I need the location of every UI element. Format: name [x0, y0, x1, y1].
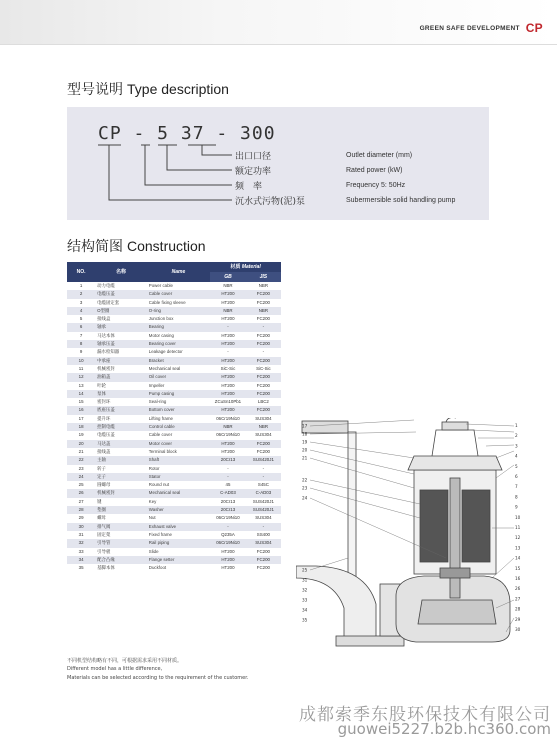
callout-label: 31 — [302, 577, 308, 583]
table-row — [67, 539, 281, 547]
cell-cn: O型圈 — [97, 307, 110, 313]
cell-gb: HT200 — [221, 407, 235, 413]
cell-cn: 漏水检知器 — [97, 349, 120, 355]
label-pump-en: Subermersible solid handling pump — [346, 197, 456, 204]
col-name-en: Name — [147, 262, 210, 282]
cell-jis: SUS304 — [255, 415, 272, 421]
col-gb: GB — [210, 272, 246, 282]
cell-jis: - — [262, 324, 265, 330]
cell-cn: 电缆固定套 — [97, 299, 120, 305]
table-row — [67, 299, 281, 307]
watermark-company: 成都索季东股环保技术有限公司 — [299, 705, 551, 725]
callout-label: 23 — [302, 485, 308, 491]
cell-cn: 电缆压盖 — [97, 291, 115, 297]
cell-gb: SiC-Sic — [220, 365, 236, 371]
cell-no: 27 — [78, 498, 84, 504]
table-row — [67, 365, 281, 373]
note-cn: 不同机型结构略有不同，可根据需求采用不同材质。 — [67, 658, 183, 664]
label-outlet-cn: 出口口径 — [235, 152, 272, 162]
cell-en: Bearing cover — [148, 341, 176, 347]
cell-en: Control cable — [148, 424, 175, 430]
cell-gb: HT200 — [221, 316, 235, 322]
callout-label: 34 — [302, 607, 308, 613]
cell-gb: HT200 — [221, 390, 235, 396]
callout-label: 1 — [515, 423, 518, 428]
cell-no: 30 — [78, 523, 84, 529]
cell-jis: NBR — [258, 307, 269, 313]
cell-jis: FC200 — [256, 382, 270, 388]
cell-no: 26 — [78, 490, 84, 496]
cell-jis: FC200 — [256, 565, 270, 571]
cell-en: Shaft — [148, 457, 160, 463]
cell-no: 20 — [78, 440, 84, 446]
type-title-en: Type description — [127, 81, 229, 97]
cell-jis: FC200 — [256, 448, 270, 454]
cell-jis: FC200 — [256, 548, 270, 554]
callout-label: 24 — [302, 495, 308, 501]
cell-gb: NBR — [223, 307, 233, 313]
cell-cn: 定子 — [97, 473, 106, 479]
cell-no: 24 — [78, 473, 84, 479]
cell-no: 9 — [79, 349, 83, 355]
callout-label: 5 — [515, 463, 518, 469]
cell-no: 4 — [79, 307, 83, 313]
callout-label: 35 — [302, 617, 308, 623]
cell-en: Slide — [148, 548, 159, 554]
table-row — [67, 282, 281, 290]
table-row — [67, 548, 281, 556]
callout-label: 28 — [515, 606, 521, 612]
cell-gb: HT200 — [221, 440, 235, 446]
table-row — [67, 473, 281, 481]
cell-no: 14 — [78, 390, 84, 396]
cell-no: 22 — [78, 457, 84, 463]
callout-label: 20 — [302, 447, 308, 453]
cell-gb: 06Cr19Ni10 — [216, 540, 240, 546]
cell-en: Terminal block — [148, 448, 177, 454]
construction-title-en: Construction — [127, 238, 206, 254]
cell-no: 29 — [78, 515, 84, 521]
cell-cn: 配合凸缘 — [97, 556, 115, 562]
cell-no: 7 — [79, 332, 83, 338]
cell-gb: HT200 — [221, 565, 235, 571]
cell-jis: FC200 — [256, 291, 270, 297]
table-row — [67, 290, 281, 298]
table-row — [67, 373, 281, 381]
cell-gb: 06Cr19Ni10 — [216, 415, 240, 421]
cell-cn: 固定架 — [97, 531, 111, 537]
cell-cn: 主轴 — [97, 457, 106, 463]
cell-no: 34 — [78, 556, 84, 562]
table-row — [67, 489, 281, 497]
cell-cn: 马达盖 — [97, 440, 111, 446]
col-jis: JIS — [246, 272, 281, 282]
cell-en: Motor casing — [148, 332, 174, 338]
callout-label: 19 — [302, 439, 308, 445]
cell-en: Rotor — [148, 465, 160, 471]
table-row — [67, 357, 281, 365]
cell-jis: FC200 — [256, 341, 270, 347]
callout-label: 18 — [302, 431, 308, 437]
cell-no: 31 — [78, 531, 84, 537]
cell-cn: 泵体 — [97, 390, 106, 396]
cell-no: 25 — [78, 482, 84, 488]
callout-label: 15 — [515, 565, 521, 571]
cell-cn: 中承座 — [97, 357, 111, 363]
cell-cn: 电缆压盖 — [97, 432, 115, 438]
cell-no: 23 — [78, 465, 84, 471]
cell-jis: NBR — [258, 283, 269, 288]
cell-en: Impeller — [148, 382, 165, 388]
cell-jis: NBR — [258, 424, 269, 430]
cell-cn: 叶轮 — [97, 382, 106, 388]
cell-gb: 20Cr13 — [220, 507, 236, 513]
cell-cn: 控制电缆 — [97, 424, 115, 430]
cell-jis: FC200 — [256, 407, 270, 413]
cell-en: Fixed frame — [148, 531, 172, 537]
type-title-cn: 型号说明 — [67, 82, 123, 98]
cell-jis: SUS304 — [255, 515, 272, 521]
construction-title-cn: 结构简图 — [67, 239, 123, 255]
table-row — [67, 556, 281, 564]
cell-jis: FC200 — [256, 316, 270, 322]
callout-label: 2 — [515, 433, 518, 439]
callout-label: 13 — [515, 545, 521, 551]
table-row — [67, 440, 281, 448]
cell-gb: HT200 — [221, 357, 235, 363]
cell-gb: 20Cr13 — [220, 498, 236, 504]
cell-en: Key — [148, 498, 157, 504]
cell-gb: HT200 — [221, 291, 235, 297]
cell-jis: FC200 — [256, 332, 270, 338]
cell-gb: HT200 — [221, 556, 235, 562]
label-frequency-cn: 频 率 — [235, 182, 263, 192]
cell-gb: HT200 — [221, 548, 235, 554]
callout-label: 26 — [515, 586, 521, 592]
callout-label: 17 — [302, 423, 308, 429]
callout-label: 11 — [515, 525, 521, 530]
cell-gb: - — [227, 473, 229, 479]
cell-gb: NBR — [223, 424, 233, 430]
callout-label: 25 — [302, 567, 308, 573]
label-power-en: Rated power (kW) — [346, 167, 403, 174]
table-row — [67, 323, 281, 331]
cell-en: Bottom cover — [148, 407, 175, 413]
type-section-title — [67, 79, 229, 99]
cell-gb: - — [227, 349, 229, 355]
cell-no: 15 — [78, 399, 84, 405]
cell-en: Leakage detector — [148, 349, 183, 355]
table-row — [67, 514, 281, 522]
cell-jis: S45C — [257, 482, 269, 488]
col-name-cn: 名称 — [95, 262, 147, 282]
callout-label: 10 — [515, 514, 521, 520]
table-row — [67, 431, 281, 439]
cell-gb: - — [227, 324, 229, 330]
cell-en: Duckfoot — [148, 565, 167, 571]
callout-label: 32 — [302, 587, 308, 593]
cell-jis: C-AD03 — [255, 490, 272, 496]
cell-jis: FC200 — [256, 556, 270, 562]
table-row — [67, 382, 281, 390]
table-row — [67, 398, 281, 406]
cell-cn: 轴承 — [97, 324, 106, 330]
cell-en: Flange setter — [148, 556, 175, 562]
callout-label: 7 — [515, 484, 518, 490]
table-row — [67, 564, 281, 572]
cp-logo: CP — [525, 21, 543, 35]
table-row — [67, 415, 281, 423]
callout-label: 12 — [515, 535, 521, 541]
cell-cn: 键 — [97, 498, 102, 504]
cell-gb: NBR — [223, 283, 233, 288]
table-row — [67, 531, 281, 539]
cell-gb: HT200 — [221, 374, 235, 380]
cell-en: Nut — [148, 515, 156, 521]
cell-no: 33 — [78, 548, 84, 554]
cell-no: 17 — [78, 415, 84, 421]
cell-no: 5 — [79, 316, 83, 322]
cell-cn: 引导管 — [97, 540, 111, 546]
callout-label: 27 — [515, 596, 521, 602]
table-row — [67, 406, 281, 414]
cell-jis: SUS304 — [255, 540, 272, 546]
cell-cn: 接线盒 — [97, 316, 111, 322]
cell-no: 12 — [78, 374, 84, 380]
table-row — [67, 465, 281, 473]
pump-cross-section-drawing — [296, 418, 526, 654]
cell-en: Motor cover — [148, 440, 172, 446]
note-en-1: Different model has a little difference, — [67, 666, 163, 672]
cell-cn: 密封环 — [97, 399, 111, 405]
cell-no: 32 — [78, 540, 84, 546]
cell-gb: HT200 — [221, 382, 235, 388]
cell-no: 6 — [79, 324, 83, 330]
cell-jis: - — [262, 465, 265, 471]
callout-label: 21 — [302, 455, 308, 461]
cell-jis: - — [262, 349, 265, 355]
cell-cn: 接线盖 — [97, 448, 111, 454]
callout-label: 3 — [515, 443, 518, 449]
cell-cn: 轴承压盖 — [97, 341, 115, 347]
table-row — [67, 523, 281, 531]
table-row — [67, 448, 281, 456]
cell-en: Pump casing — [148, 390, 175, 396]
cell-jis: SUS304 — [255, 432, 272, 438]
cell-gb: - — [227, 465, 229, 471]
cell-cn: 圆螺母 — [97, 482, 111, 488]
cell-jis: SUS420J1 — [252, 498, 274, 504]
cell-jis: FC200 — [256, 357, 270, 363]
cell-en: Stator — [148, 473, 161, 479]
cell-jis: LBC2 — [257, 399, 269, 405]
cell-gb: 45 — [225, 482, 231, 488]
cell-jis: - — [262, 473, 265, 479]
cell-no: 10 — [78, 357, 84, 363]
cell-en: Rail piping — [148, 540, 170, 546]
cell-no: 35 — [78, 565, 84, 571]
cell-cn: 机械密封 — [97, 490, 115, 496]
cell-cn: 垫圈 — [97, 507, 106, 513]
label-frequency-en: Frequency 5: 50Hz — [346, 182, 406, 189]
cell-jis: SUS420J1 — [252, 457, 274, 463]
cell-en: O-ring — [148, 307, 161, 313]
callout-label: 8 — [515, 494, 518, 500]
cell-gb: 20Cr13 — [220, 457, 236, 463]
table-row — [67, 506, 281, 514]
cell-gb: 06Cr19Ni10 — [216, 432, 240, 438]
cell-no: 16 — [78, 407, 84, 413]
cell-cn: 底座压盖 — [97, 407, 115, 413]
cell-cn: 机械密封 — [97, 365, 115, 371]
cell-no: 3 — [79, 299, 83, 305]
cell-no: 28 — [78, 507, 84, 513]
parts-table — [67, 262, 281, 572]
cell-gb: HT200 — [221, 332, 235, 338]
cell-cn: 动力电缆 — [97, 283, 115, 288]
cell-no: 18 — [78, 424, 84, 430]
cell-en: Mechanical seal — [148, 490, 181, 496]
callout-label: 16 — [515, 576, 521, 581]
callout-label: 22 — [302, 477, 308, 483]
table-row — [67, 498, 281, 506]
type-code: CP - 5 37 - 300 — [98, 123, 276, 144]
table-row — [67, 307, 281, 315]
cell-jis: SUS420J1 — [252, 507, 274, 513]
callout-label: 14 — [515, 555, 521, 561]
cell-gb: C-AD03 — [220, 490, 236, 496]
callout-label: 33 — [302, 597, 308, 603]
cell-en: Seal-ring — [148, 399, 167, 405]
table-row — [67, 348, 281, 356]
note-en-2: Materials can be selected according to the requirement of the customer. — [67, 675, 249, 681]
cell-en: Junction box — [148, 316, 174, 322]
col-no: NO. — [67, 262, 95, 282]
cell-jis: FC200 — [256, 390, 270, 396]
callout-label: 6 — [515, 474, 518, 479]
cell-en: Cable fixing sleeve — [148, 299, 186, 305]
cell-jis: FC200 — [256, 374, 270, 380]
cell-jis: SiC-Sic — [256, 365, 271, 371]
cell-no: 21 — [78, 448, 84, 454]
cell-en: Power cable — [148, 283, 173, 288]
table-row — [67, 390, 281, 398]
table-row — [67, 423, 281, 431]
cell-cn: 提升环 — [97, 415, 111, 421]
table-row — [67, 315, 281, 323]
cell-cn: 螺母 — [97, 515, 106, 521]
cell-gb: HT200 — [221, 341, 235, 347]
callout-label: 29 — [515, 616, 521, 622]
table-row — [67, 332, 281, 340]
cell-gb: - — [227, 523, 229, 529]
label-outlet-en: Outlet diameter (mm) — [346, 152, 413, 159]
watermark-url: guowei5227.b2b.hc360.com — [337, 720, 551, 738]
cell-no: 19 — [78, 432, 84, 438]
callout-label: 30 — [515, 627, 521, 632]
cell-cn: 马达本体 — [97, 332, 115, 338]
cell-cn: 转子 — [97, 465, 106, 471]
cell-gb: HT200 — [221, 299, 235, 305]
parts-table-body — [67, 282, 281, 572]
cell-no: 1 — [79, 283, 83, 288]
cell-gb: ZCuSn10Pb1 — [214, 399, 242, 405]
cell-no: 11 — [78, 365, 84, 371]
cell-cn: 排气阀 — [97, 523, 111, 529]
cell-jis: - — [262, 523, 265, 529]
cell-gb: 06Cr19Ni10 — [216, 515, 240, 521]
cell-jis: FC200 — [256, 440, 270, 446]
cell-en: Round nut — [148, 482, 170, 488]
label-pump-cn: 沉水式污物(泥)泵 — [235, 197, 306, 207]
cell-jis: SS400 — [256, 531, 270, 537]
cell-en: Exhaust valve — [148, 523, 177, 529]
col-material-en: Material — [241, 263, 261, 270]
cell-gb: Q235A — [221, 531, 235, 537]
table-row — [67, 340, 281, 348]
table-row — [67, 456, 281, 464]
col-material — [210, 262, 281, 272]
callout-label: 9 — [515, 504, 518, 510]
cell-en: Lifting frame — [148, 415, 173, 421]
table-row — [67, 481, 281, 489]
cell-no: 8 — [79, 341, 83, 347]
callout-label: 4 — [515, 453, 518, 459]
cell-en: Mechanical seal — [148, 365, 181, 371]
cell-en: Oil cover — [148, 374, 167, 380]
cell-no: 13 — [78, 382, 84, 388]
cell-cn: 油箱盖 — [97, 374, 111, 380]
header-bar — [0, 0, 557, 45]
col-material-cn: 材质 — [230, 263, 241, 270]
brand — [420, 19, 543, 33]
cell-en: Cable cover — [148, 432, 173, 438]
cell-no: 2 — [79, 291, 83, 297]
cell-gb: HT200 — [221, 448, 235, 454]
cell-cn: 引导板 — [97, 548, 111, 554]
cell-cn: 基脚本体 — [97, 565, 115, 571]
cell-en: Cable cover — [148, 291, 173, 297]
cell-en: Bracket — [148, 357, 164, 363]
label-power-cn: 额定功率 — [235, 167, 272, 177]
cell-en: Washer — [148, 507, 164, 513]
cell-jis: FC200 — [256, 299, 270, 305]
construction-section-title — [67, 236, 206, 256]
cell-en: Bearing — [148, 324, 164, 330]
brand-text: GREEN SAFE DEVELOPMENT — [419, 25, 520, 32]
